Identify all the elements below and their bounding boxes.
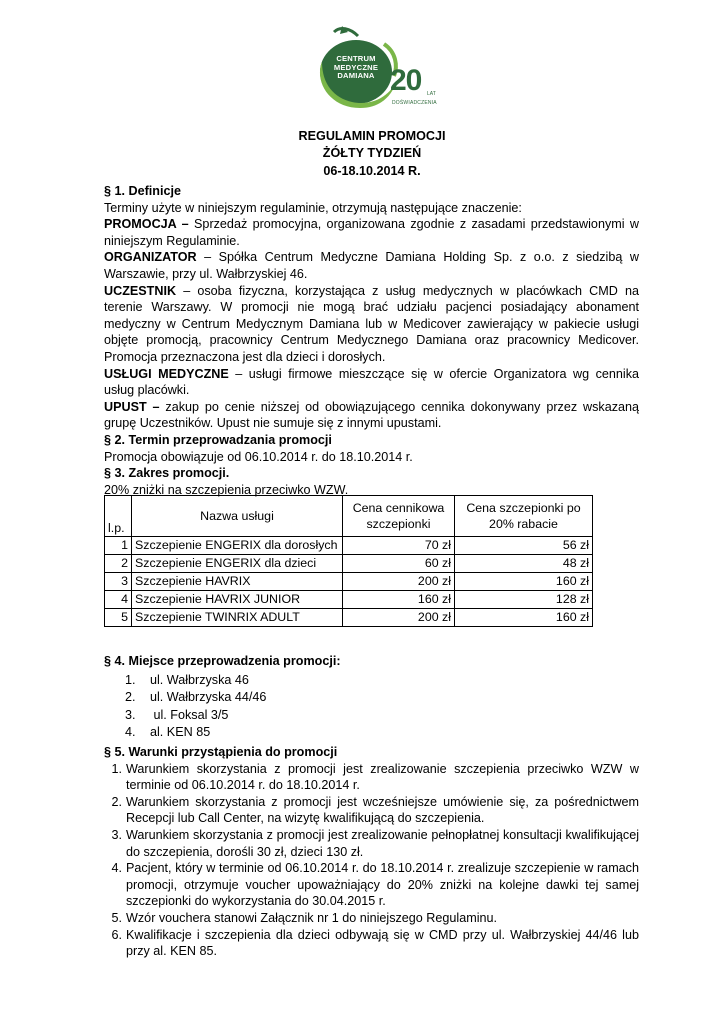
list-item <box>104 910 639 927</box>
cell-name: Szczepienie TWINRIX ADULT <box>132 609 343 627</box>
list-item <box>104 794 639 827</box>
definition-uslugi <box>104 366 639 399</box>
col-header-name: Nazwa usługi <box>132 496 343 537</box>
logo-line-3: DAMIANA <box>337 71 375 80</box>
locations-section <box>104 653 639 741</box>
table-row <box>105 591 593 609</box>
list-item-number: 2. <box>111 794 122 809</box>
table-row <box>105 609 593 627</box>
section-2-heading: § 2. Termin przeprowadzania promocji <box>104 432 332 447</box>
list-item <box>104 860 639 910</box>
section-1-heading: § 1. Definicje <box>104 184 181 198</box>
list-item <box>104 724 639 741</box>
logo-text <box>326 55 386 81</box>
term-uczestnik: UCZESTNIK <box>104 283 177 298</box>
cell-price: 160 zł <box>343 591 455 609</box>
def-uslugi: – usługi firmowe mieszczące się w ofercie Organizatora wg cennika usług placówki. <box>104 366 639 398</box>
list-item-text: Warunkiem skorzystania z promocji jest zrealizowanie pełnopłatnej konsultacji kwalifikującej do szczepienia, dorośli 30 zł, dzieci 130 zł. <box>126 827 639 859</box>
def-upust: zakup po cenie niższej od obowiązującego cennika dokonywany przez wskazaną grupę Uczestników. Upust nie sumuje się z innymi upustami. <box>104 399 640 431</box>
definitions-section <box>104 183 639 498</box>
list-item-number: 3. <box>125 707 136 722</box>
col-header-lp: l.p. <box>105 496 132 537</box>
list-item-number: 4. <box>111 861 122 876</box>
doc-dates: 06-18.10.2014 R. <box>323 164 421 178</box>
def-organizator: – Spółka Centrum Medyczne Damiana Holding Sp. z o.o. z siedzibą w Warszawie, przy ul. Wałbrzyskiej 46. <box>104 250 639 281</box>
list-item-text: Pacjent, który w terminie od 06.10.2014 r. do 18.10.2014 r. zrealizuje szczepienie w ramach promocji, otrzymuje voucher upoważniający do 20% zniżki na kolejne dawki tej samej szczepionki do wykorzystania do 30.04.2015 r. <box>126 861 639 909</box>
cell-price: 200 zł <box>343 609 455 627</box>
list-item-number: 3. <box>111 827 122 842</box>
def-promocja: Sprzedaż promocyjna, organizowana zgodnie z zasadami przedstawionymi w niniejszym Regulaminie. <box>104 217 639 248</box>
cell-name: Szczepienie HAVRIX JUNIOR <box>132 591 343 609</box>
cell-lp: 5 <box>105 609 132 627</box>
definition-organizator <box>104 249 639 282</box>
list-item-text: ul. Wałbrzyska 46 <box>150 672 249 687</box>
list-item-number: 1. <box>125 672 136 687</box>
term-upust: UPUST – <box>104 399 160 414</box>
cell-discount: 160 zł <box>455 609 593 627</box>
list-item-number: 5. <box>111 910 122 925</box>
cell-name: Szczepienie HAVRIX <box>132 573 343 591</box>
list-item-number: 2. <box>125 690 136 705</box>
list-item <box>104 689 639 706</box>
list-item-text: Kwalifikacje i szczepienia dla dzieci odbywają się w CMD przy ul. Wałbrzyskiej 44/46 lub przy al. KEN 85. <box>126 927 639 959</box>
cell-lp: 1 <box>105 537 132 555</box>
list-item-number: 4. <box>125 725 136 740</box>
cell-name: Szczepienie ENGERIX dla dorosłych <box>132 537 343 555</box>
table-row <box>105 573 593 591</box>
term-uslugi: USŁUGI MEDYCZNE <box>104 366 229 381</box>
list-item <box>104 927 639 960</box>
doc-title: REGULAMIN PROMOCJI <box>298 129 446 143</box>
logo-line-1: CENTRUM <box>336 54 376 63</box>
logo-years: 20 <box>390 64 422 97</box>
term-promocja: PROMOCJA – <box>104 217 189 232</box>
definition-upust <box>104 399 639 432</box>
cell-lp: 4 <box>105 591 132 609</box>
cell-discount: 48 zł <box>455 555 593 573</box>
definition-uczestnik <box>104 283 639 366</box>
list-item <box>104 827 639 860</box>
cell-name: Szczepienie ENGERIX dla dzieci <box>132 555 343 573</box>
list-item-text: ul. Foksal 3/5 <box>150 707 229 722</box>
cell-price: 70 zł <box>343 537 455 555</box>
definition-promocja <box>104 216 639 249</box>
list-item-text: al. KEN 85 <box>150 725 211 740</box>
conditions-list <box>104 761 639 960</box>
section-3-text: 20% zniżki na szczepienia przeciwko WZW. <box>104 482 349 497</box>
list-item-number: 6. <box>111 927 122 942</box>
cell-discount: 128 zł <box>455 591 593 609</box>
cell-discount: 56 zł <box>455 537 593 555</box>
list-item-number: 1. <box>111 761 122 776</box>
section-5-heading: § 5. Warunki przystąpienia do promocji <box>104 745 338 759</box>
table-row <box>105 555 593 573</box>
section-3-heading: § 3. Zakres promocji. <box>104 466 230 481</box>
section-4-heading: § 4. Miejsce przeprowadzenia promocji: <box>104 654 341 668</box>
logo-experience: DOŚWIADCZENIA <box>392 100 437 106</box>
col-header-price: Cena cennikowa szczepionki <box>343 496 455 537</box>
term-organizator: ORGANIZATOR <box>104 250 197 265</box>
cell-discount: 160 zł <box>455 573 593 591</box>
cell-lp: 3 <box>105 573 132 591</box>
def-uczestnik: – osoba fizyczna, korzystająca z usług medycznych w placówkach CMD na terenie Warszawy. W promocji nie mogą brać udziału pacjenci posiadający abonament medyczny w Centrum Medycznym Damiana lub w Medicover zawierający w pakiecie usługi objęte promocją, pracownicy Centrum Medycznego Damiana oraz pracownicy Medicover. Promocja przeznaczona jest dla dzieci i dorosłych. <box>104 283 639 364</box>
price-table <box>104 495 593 627</box>
list-item <box>104 672 639 689</box>
logo-years-unit: LAT <box>427 91 436 97</box>
section-2-text: Promocja obowiązuje od 06.10.2014 r. do 18.10.2014 r. <box>104 449 413 464</box>
list-item-text: Warunkiem skorzystania z promocji jest zrealizowanie szczepienia przeciwko WZW w terminie od 06.10.2014 r. do 18.10.2014 r. <box>126 761 639 793</box>
cell-lp: 2 <box>105 555 132 573</box>
doc-subtitle: ŻÓŁTY TYDZIEŃ <box>322 146 422 160</box>
list-item <box>104 707 639 724</box>
col-header-discount: Cena szczepionki po 20% rabacie <box>455 496 593 537</box>
table-header-row <box>105 496 593 537</box>
locations-list <box>104 672 639 741</box>
list-item <box>104 761 639 794</box>
list-item-text: Warunkiem skorzystania z promocji jest wcześniejsze umówienie się, za pośrednictwem Recepcji lub Call Center, na wizytę kwalifikującą do szczepienia. <box>126 794 639 826</box>
table-row <box>105 537 593 555</box>
cell-price: 200 zł <box>343 573 455 591</box>
logo-line-2: MEDYCZNE <box>333 62 379 72</box>
list-item-text: Wzór vouchera stanowi Załącznik nr 1 do niniejszego Regulaminu. <box>126 910 497 925</box>
cell-price: 60 zł <box>343 555 455 573</box>
conditions-section <box>104 744 639 960</box>
section-1-intro: Terminy użyte w niniejszym regulaminie, otrzymują następujące znaczenie: <box>104 200 522 215</box>
list-item-text: ul. Wałbrzyska 44/46 <box>150 690 267 705</box>
